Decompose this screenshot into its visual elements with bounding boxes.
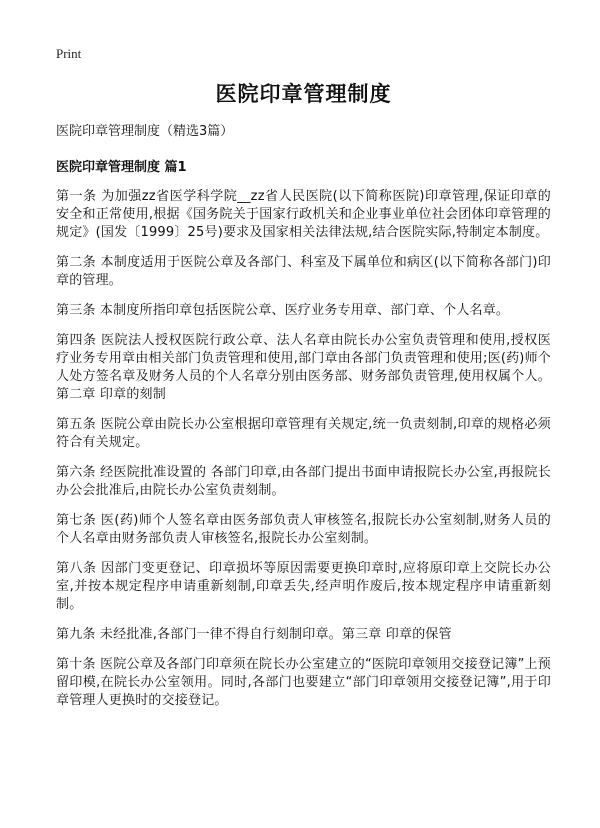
article-1: 第一条 为加强zz省医学科学院__zz省人民医院(以下简称医院)印章管理,保证印章的安全和正常使用,根据《国务院关于国家行政机关和企业事业单位社会团体印章管理的规定》(国发〔1999〕25号)要求及国家相关法律法规,结合医院实际,特制定本制度。 [56,189,551,240]
article-4: 第四条 医院法人授权医院行政公章、法人名章由院长办公室负责管理和使用,授权医疗业务专用章由相关部门负责管理和使用,部门章由各部门负责管理和使用;医(药)师个人处方签名章及财务人员的个人名章分别由医务部、财务部负责管理,使用权属个人。第二章 印章的刻制 [56,333,551,402]
print-label: Print [56,46,82,61]
article-2: 第二条 本制度适用于医院公章及各部门、科室及下属单位和病区(以下简称各部门)印章的管理。 [56,255,551,288]
article-5: 第五条 医院公章由院长办公室根据印章管理有关规定,统一负责刻制,印章的规格必须符合有关规定。 [56,417,551,450]
document-subtitle: 医院印章管理制度（精选3篇） [56,124,234,139]
article-3: 第三条 本制度所指印章包括医院公章、医疗业务专用章、部门章、个人名章。 [56,303,510,318]
document-body [56,78,551,722]
document-title: 医院印章管理制度 [215,82,392,106]
section-heading: 医院印章管理制度 篇1 [56,160,187,175]
article-9: 第九条 未经批准,各部门一律不得自行刻制印章。第三章 印章的保管 [56,627,452,642]
article-7: 第七条 医(药)师个人签名章由医务部负责人审核签名,报院长办公室刻制,财务人员的个人名章由财务部负责人审核签名,报院长办公室刻制。 [56,513,551,546]
article-6: 第六条 经医院批准设置的 各部门印章,由各部门提出书面申请报院长办公室,再报院长办公会批准后,由院长办公室负责刻制。 [56,465,551,498]
article-10: 第十条 医院公章及各部门印章须在院长办公室建立的“医院印章领用交接登记簿”上预留印模,在院长办公室领用。同时,各部门也要建立“部门印章领用交接登记簿”,用于印章管理人更换时的交接登记。 [56,657,551,708]
article-8: 第八条 因部门变更登记、印章损坏等原因需要更换印章时,应将原印章上交院长办公室,并按本规定程序申请重新刻制,印章丢失,经声明作废后,按本规定程序申请重新刻制。 [56,561,551,612]
